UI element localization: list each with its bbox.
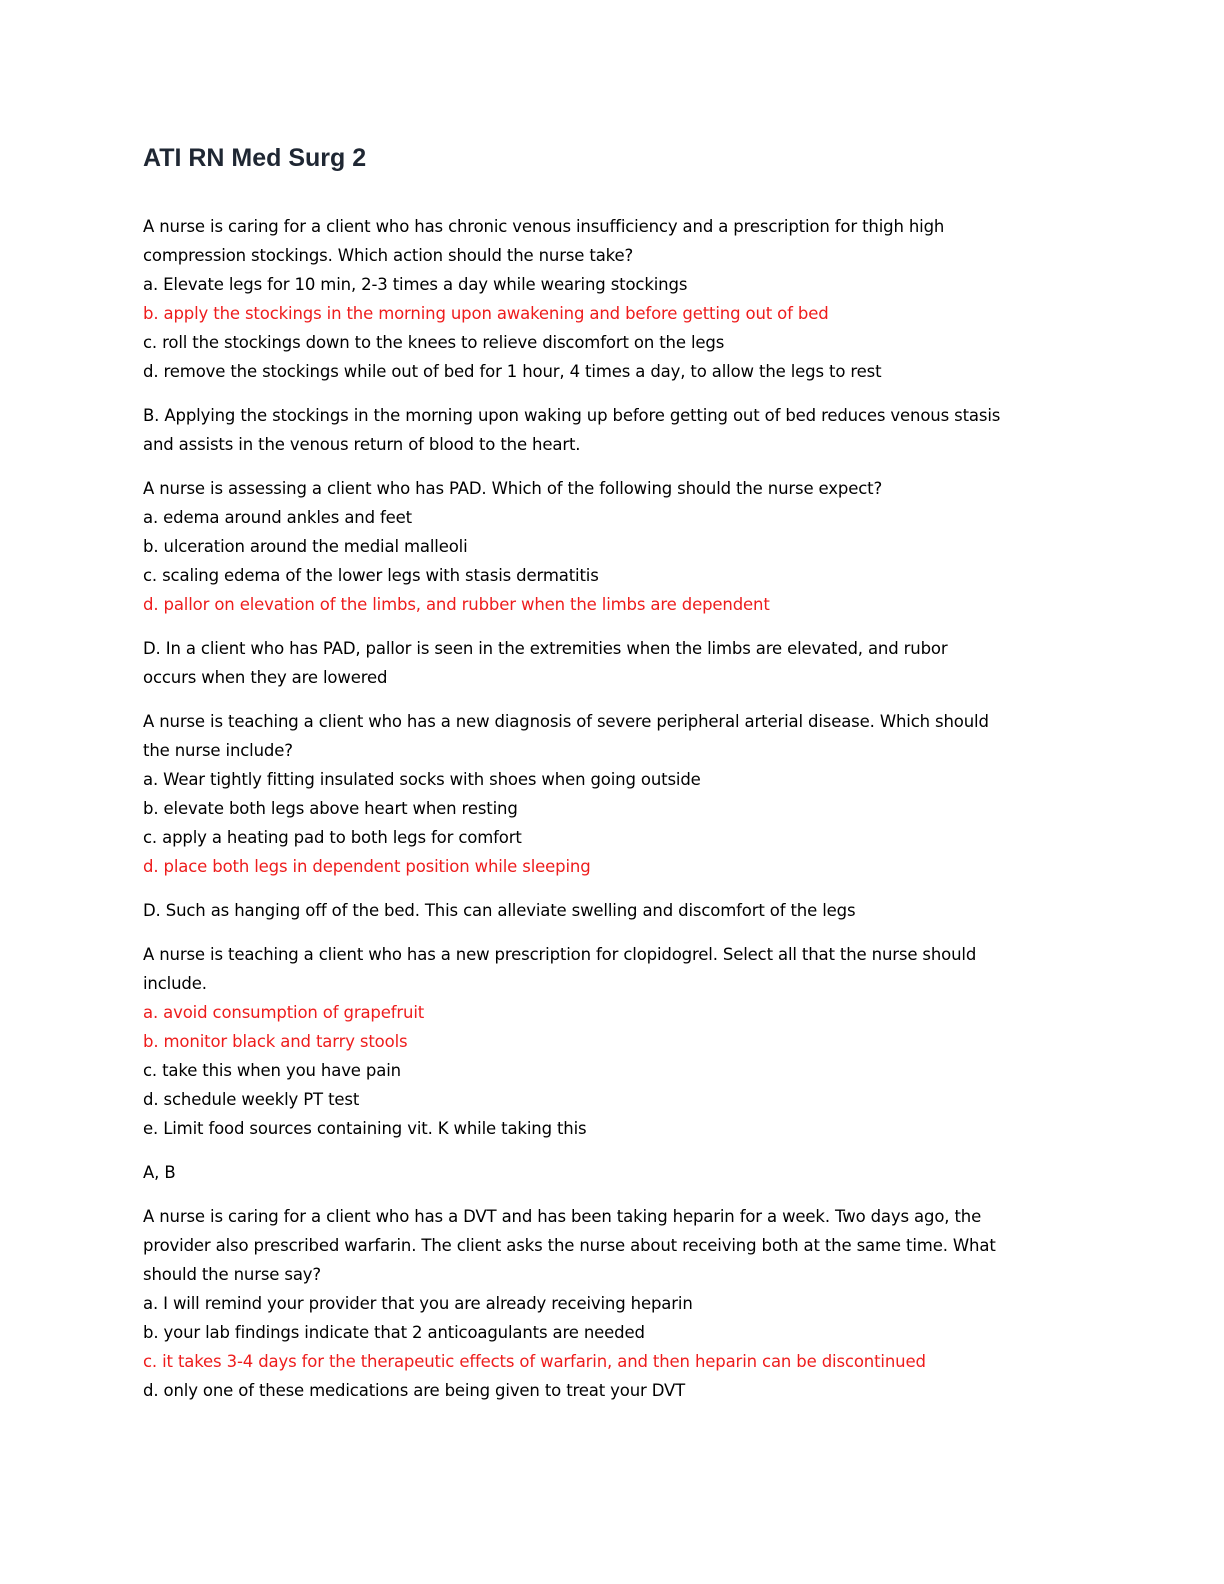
text-line: c. take this when you have pain bbox=[143, 1061, 401, 1080]
text-line: e. Limit food sources containing vit. K while taking this bbox=[143, 1119, 587, 1138]
text-line: d. only one of these medications are being given to treat your DVT bbox=[143, 1381, 686, 1400]
correct-answer-line: a. avoid consumption of grapefruit bbox=[143, 1003, 425, 1022]
text-line: c. scaling edema of the lower legs with stasis dermatitis bbox=[143, 566, 599, 585]
text-line: c. roll the stockings down to the knees to relieve discomfort on the legs bbox=[143, 333, 725, 352]
text-line: b. your lab findings indicate that 2 anticoagulants are needed bbox=[143, 1323, 645, 1342]
paragraph-block bbox=[143, 707, 1083, 881]
paragraph-block bbox=[143, 940, 1083, 1143]
text-line: compression stockings. Which action should the nurse take? bbox=[143, 246, 634, 265]
page-title: ATI RN Med Surg 2 bbox=[143, 144, 367, 172]
text-line: D. Such as hanging off of the bed. This can alleviate swelling and discomfort of the legs bbox=[143, 901, 856, 920]
paragraph-block bbox=[143, 474, 1083, 619]
text-line: A nurse is assessing a client who has PAD. Which of the following should the nurse expect? bbox=[143, 479, 883, 498]
paragraph-block bbox=[143, 212, 1083, 386]
document-body bbox=[143, 212, 1083, 1405]
text-line: A nurse is caring for a client who has chronic venous insufficiency and a prescription for thigh high bbox=[143, 217, 945, 236]
text-line: A nurse is caring for a client who has a DVT and has been taking heparin for a week. Two days ago, the bbox=[143, 1207, 982, 1226]
text-line: c. apply a heating pad to both legs for comfort bbox=[143, 828, 522, 847]
correct-answer-line: b. apply the stockings in the morning upon awakening and before getting out of bed bbox=[143, 304, 829, 323]
text-line: a. Wear tightly fitting insulated socks with shoes when going outside bbox=[143, 770, 701, 789]
text-line: should the nurse say? bbox=[143, 1265, 322, 1284]
text-line: B. Applying the stockings in the morning upon waking up before getting out of bed reduces venous stasis bbox=[143, 406, 1001, 425]
text-line: A, B bbox=[143, 1163, 176, 1182]
text-line: and assists in the venous return of blood to the heart. bbox=[143, 435, 581, 454]
correct-answer-line: c. it takes 3-4 days for the therapeutic effects of warfarin, and then heparin can be discontinued bbox=[143, 1352, 926, 1371]
text-line: d. remove the stockings while out of bed for 1 hour, 4 times a day, to allow the legs to rest bbox=[143, 362, 882, 381]
text-line: A nurse is teaching a client who has a new diagnosis of severe peripheral arterial disease. Which should bbox=[143, 712, 989, 731]
correct-answer-line: b. monitor black and tarry stools bbox=[143, 1032, 408, 1051]
text-line: b. ulceration around the medial malleoli bbox=[143, 537, 468, 556]
paragraph-block bbox=[143, 401, 1083, 459]
text-line: A nurse is teaching a client who has a new prescription for clopidogrel. Select all that the nurse should bbox=[143, 945, 977, 964]
text-line: a. I will remind your provider that you are already receiving heparin bbox=[143, 1294, 693, 1313]
paragraph-block bbox=[143, 1202, 1083, 1405]
text-line: b. elevate both legs above heart when resting bbox=[143, 799, 518, 818]
correct-answer-line: d. pallor on elevation of the limbs, and rubber when the limbs are dependent bbox=[143, 595, 770, 614]
text-line: a. Elevate legs for 10 min, 2-3 times a day while wearing stockings bbox=[143, 275, 688, 294]
paragraph-block bbox=[143, 896, 1083, 925]
text-line: provider also prescribed warfarin. The client asks the nurse about receiving both at the same time. What bbox=[143, 1236, 996, 1255]
paragraph-block bbox=[143, 1158, 1083, 1187]
correct-answer-line: d. place both legs in dependent position while sleeping bbox=[143, 857, 591, 876]
text-line: the nurse include? bbox=[143, 741, 293, 760]
paragraph-block bbox=[143, 634, 1083, 692]
text-line: a. edema around ankles and feet bbox=[143, 508, 412, 527]
text-line: include. bbox=[143, 974, 207, 993]
text-line: d. schedule weekly PT test bbox=[143, 1090, 360, 1109]
text-line: occurs when they are lowered bbox=[143, 668, 388, 687]
text-line: D. In a client who has PAD, pallor is seen in the extremities when the limbs are elevated, and rubor bbox=[143, 639, 948, 658]
document-page bbox=[143, 142, 1083, 1420]
